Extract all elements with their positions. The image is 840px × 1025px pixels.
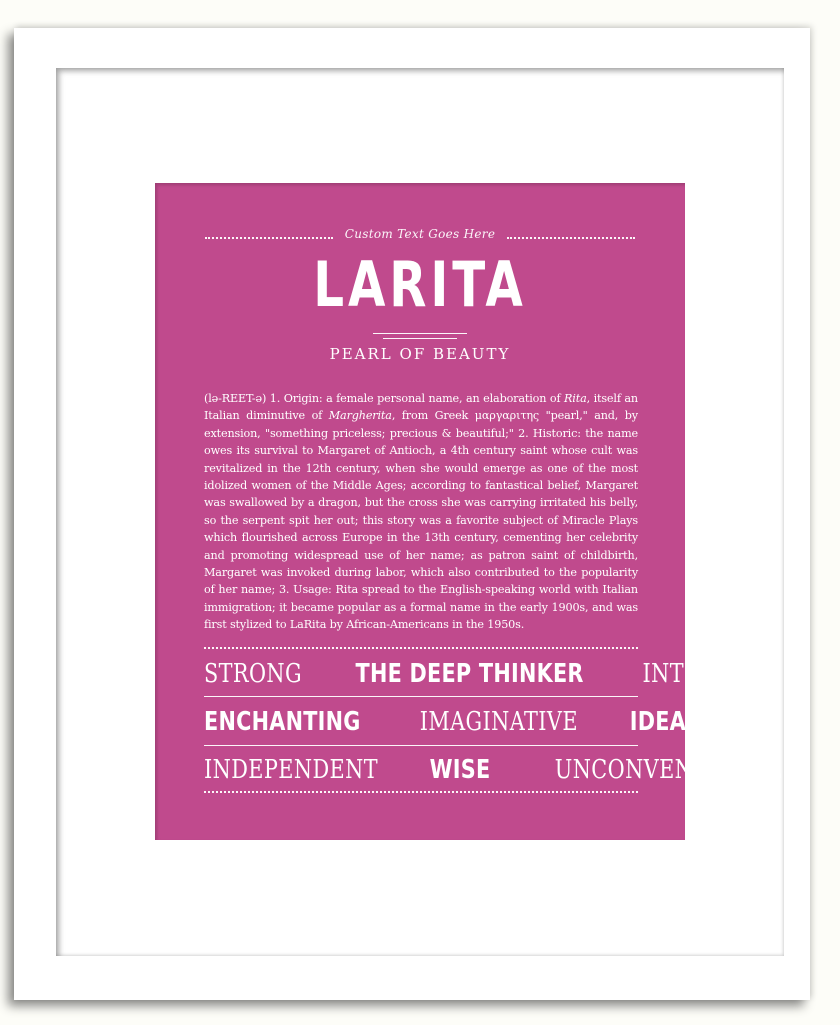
traits-row bbox=[204, 654, 765, 694]
trait-word: THE DEEP THINKER bbox=[355, 659, 584, 689]
trait-word: INTUITIVE bbox=[642, 659, 765, 689]
traits-bottom-dotted-rule bbox=[204, 791, 638, 793]
name-title: LARITA bbox=[313, 248, 527, 321]
name-meaning: PEARL OF BEAUTY bbox=[329, 345, 511, 363]
trait-word: IMAGINATIVE bbox=[419, 707, 578, 737]
trait-word: STRONG bbox=[204, 659, 303, 689]
traits-row bbox=[204, 702, 762, 742]
trait-word: WISE bbox=[429, 755, 490, 785]
traits-divider bbox=[204, 745, 638, 746]
traits-row bbox=[204, 750, 782, 790]
trait-word: IDEALISTIC bbox=[630, 707, 762, 737]
trait-word: UNCONVENTIONAL bbox=[554, 755, 782, 785]
name-underline-1 bbox=[373, 333, 467, 334]
traits-divider bbox=[204, 696, 638, 697]
pronunciation: (lə-REET-ə) bbox=[204, 392, 267, 405]
name-print bbox=[155, 183, 782, 840]
traits-top-dotted-rule bbox=[204, 647, 638, 649]
custom-text: Custom Text Goes Here bbox=[344, 227, 496, 241]
trait-word: ENCHANTING bbox=[204, 707, 361, 737]
name-underline-2 bbox=[383, 338, 457, 339]
trait-word: INDEPENDENT bbox=[204, 755, 378, 785]
name-definition: (lə-REET-ə) 1. Origin: a female personal name, an elaboration of Rita, itself an Italian diminutive of Margherita, from Greek μαργαριτης "pearl," and, by extension, "something priceless; precious & beautiful;" 2. Historic: the name owes its survival to Margaret of Antioch, a 4th century saint whose cult was revitalized in the 12th century, when she would emerge as one of the most idolized women of the Middle Ages; according to fantastical belief, Margaret was swallowed by a dragon, but the cross she was carrying irritated his belly, so the serpent spit her out; this story was a favorite subject of Miracle Plays which flourished across Europe in the 13th century, cementing her celebrity and promoting widespread use of her name; as patron saint of childbirth, Margaret was invoked during labor, which also contributed to the popularity of her name; 3. Usage: Rita spread to the English-speaking world with Italian immigration; it became popular as a formal name in the early 1900s, and was first stylized to LaRita by African-Americans in the 1950s. bbox=[204, 392, 638, 632]
